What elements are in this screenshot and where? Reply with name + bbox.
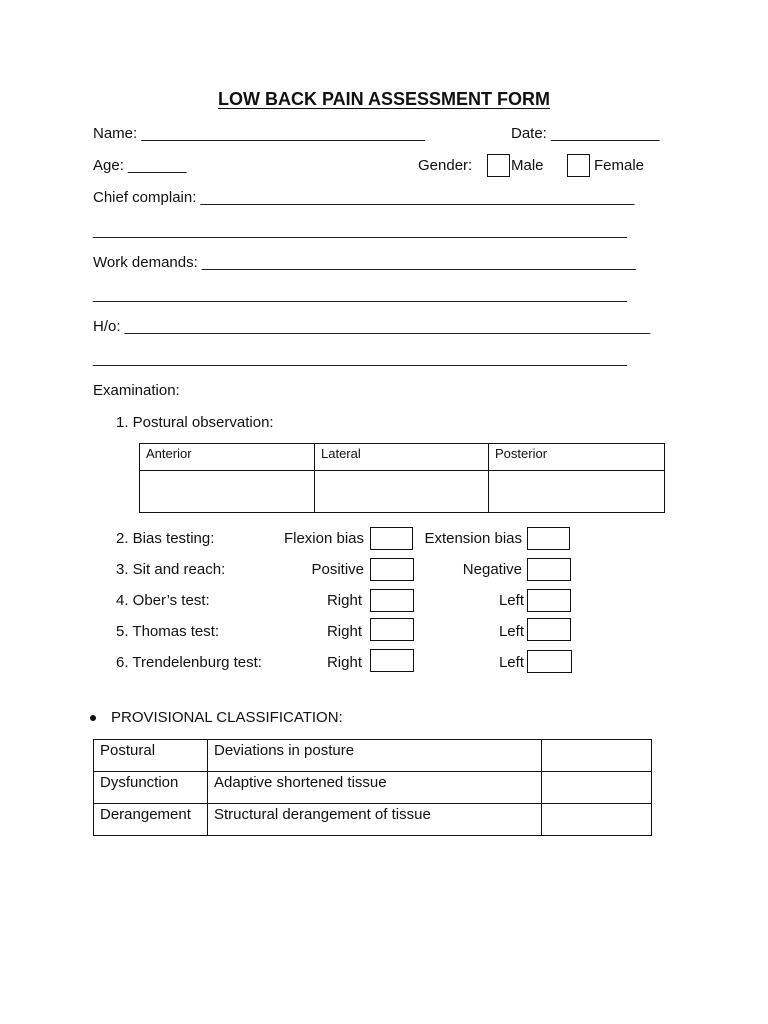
postural-observation-label: 1. Postural observation: [116,414,274,431]
chief-complain-continuation[interactable]: ________________________________________________________________ [93,222,627,239]
thomas-test-label: 5. Thomas test: [116,623,220,640]
bias-testing-label: 2. Bias testing: [116,530,215,547]
flexion-bias-label: Flexion bias [283,530,364,547]
gender-female-checkbox[interactable] [567,154,590,177]
obers-left-checkbox[interactable] [527,589,571,612]
obers-right-label: Right [326,592,362,609]
bullet-icon [90,715,96,721]
classification-table [93,739,652,836]
obers-left-label: Left [498,592,524,609]
date-field[interactable]: Date: _____________ [511,125,660,142]
column-anterior: Anterior [140,444,315,471]
sit-and-reach-label: 3. Sit and reach: [116,561,226,578]
name-field[interactable]: Name: __________________________________ [93,125,425,142]
trendelenburg-right-label: Right [326,654,362,671]
thomas-right-label: Right [326,623,362,640]
lateral-input-cell[interactable] [315,471,489,513]
classification-type: Postural [94,740,208,772]
sit-reach-negative-checkbox[interactable] [527,558,571,581]
classification-type: Derangement [94,804,208,836]
column-lateral: Lateral [315,444,489,471]
form-title: LOW BACK PAIN ASSESSMENT FORM [218,89,550,109]
classification-description: Deviations in posture [208,740,542,772]
history-field[interactable]: H/o: _______________________________________________________________ [93,318,651,335]
classification-mark-cell[interactable] [542,772,652,804]
work-demands-field[interactable]: Work demands: ____________________________________________________ [93,254,636,271]
sit-reach-negative-label: Negative [462,561,522,578]
table-row [94,772,652,804]
gender-label: Gender: [418,157,473,174]
postural-observation-table [139,443,665,513]
posterior-input-cell[interactable] [489,471,665,513]
history-continuation[interactable]: ________________________________________________________________ [93,350,627,367]
thomas-left-label: Left [498,623,524,640]
classification-description: Structural derangement of tissue [208,804,542,836]
trendelenburg-left-checkbox[interactable] [527,650,572,673]
table-row [94,740,652,772]
anterior-input-cell[interactable] [140,471,315,513]
age-field[interactable]: Age: _______ [93,157,187,174]
extension-bias-checkbox[interactable] [527,527,570,550]
classification-type: Dysfunction [94,772,208,804]
obers-test-label: 4. Ober’s test: [116,592,210,609]
classification-description: Adaptive shortened tissue [208,772,542,804]
gender-male-checkbox[interactable] [487,154,510,177]
classification-mark-cell[interactable] [542,804,652,836]
examination-heading: Examination: [93,382,180,399]
sit-reach-positive-label: Positive [311,561,364,578]
trendelenburg-test-label: 6. Trendelenburg test: [116,654,262,671]
classification-mark-cell[interactable] [542,740,652,772]
table-row [94,804,652,836]
trendelenburg-left-label: Left [498,654,524,671]
column-posterior: Posterior [489,444,665,471]
gender-male-label: Male [511,157,544,174]
extension-bias-label: Extension bias [424,530,522,547]
work-demands-continuation[interactable]: ________________________________________________________________ [93,286,627,303]
gender-female-label: Female [594,157,645,174]
classification-heading: PROVISIONAL CLASSIFICATION: [111,709,343,726]
chief-complain-field[interactable]: Chief complain: ____________________________________________________ [93,189,635,206]
thomas-left-checkbox[interactable] [527,618,571,641]
